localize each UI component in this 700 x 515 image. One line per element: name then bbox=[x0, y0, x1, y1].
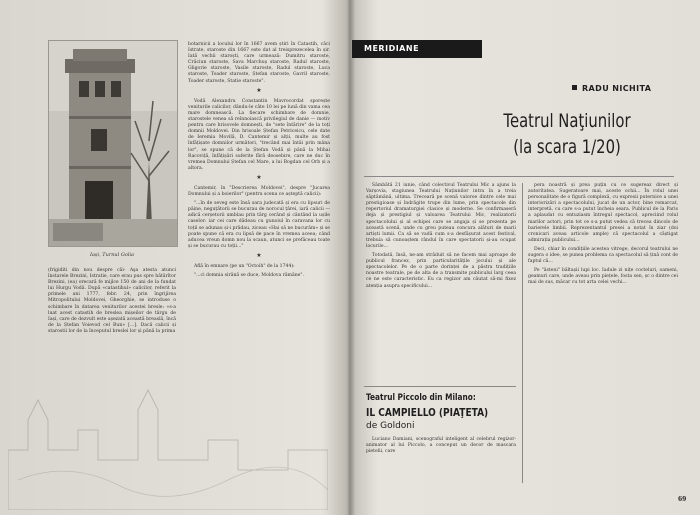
separator-star-icon: ★ bbox=[256, 86, 262, 94]
right-page-column-2 bbox=[528, 183, 678, 290]
paragraph: "...ci domnia sirână se duce, Moldova rămâne". bbox=[194, 273, 304, 279]
right-page-column-1 bbox=[366, 183, 516, 293]
article-title-line2: (la scara 1/20) bbox=[513, 136, 621, 158]
paragraph: "...în de seveg este însă sara judecată și era cu lipsuri de pâine, neguțătorii se bucurau de norocul țărei, iară calicii — adică cerșetorii umblau prin târg cerând și cântând la ușile caselor: iar cei care dădeau cu gunoiul în caravana lor cu toții se adunau și-i prădau, ziceau «Hai să ne bucurăm» și se poate spune că era cu lipsă de pace în vremea aceea; când aducea vreun domn nou la scaun, atunci se prefăceau toate și se bucurau cu toții..." bbox=[188, 201, 330, 249]
author-byline bbox=[572, 84, 651, 93]
left-page-column-left bbox=[48, 268, 176, 338]
author-name: RADU NICHITA bbox=[582, 84, 652, 93]
paragraph: Află în emnare (pe un "Octoih" de la 1744): bbox=[194, 264, 295, 269]
column-divider bbox=[522, 183, 523, 483]
left-page-column-right bbox=[188, 42, 330, 282]
paragraph: Deci, chiar în condițiile acestea vitrege, decorul teatrului ne sugera o idee, se punea problema ca spectacolul să țină cont de faptul că... bbox=[528, 246, 678, 265]
paragraph: Totodată, însă, ne-am străduit să ne facem mai aproape de publicul francez, prin particularitățile jocului și ale spectacolelor. Pe de o parte dorinței de a păstra tradițiile noastre teatrale, pe de alta de a transmite publicului larg ceea ce ne este caracteristic. Eu ca regizor am căutat să-mi fixez atenția asupra specificului... bbox=[366, 253, 516, 289]
subsection-author: de Goldoni bbox=[366, 421, 415, 431]
paragraph: Cantemir, în "Descrierea Moldovei", despre "Jucarea Domnului și a boierilor" (pentru scena ce așteptă calicii): bbox=[188, 185, 330, 198]
page-number: 69 bbox=[678, 496, 687, 503]
title-divider bbox=[364, 176, 674, 177]
subsection-divider bbox=[364, 386, 516, 387]
paragraph: Sâmbătă 21 iunie, când colectivul Teatrului Mic a ajuns la Varșovia, stagiunea Teatrului Națiunilor intra în a treia săptămână, ultima. Treceară pe scenă valoroe dintre cele mai prestigioase și îndrăgite trupe din lume, prin spectacole din repertoriul dramaturgiei clasice și moderne. Se confirmaseră deja și prestigiul și valoarea Teatrului Mic, realizatorii spectacolului și al echipei care se angaja și se prezenta pe această scenă, unde cu greu puteau concura alături de marii artiști lumii. Ca să se vadă cum s-a desfășurat acest festival, trebuia să cunoaștem rândul în care spectatorii și-au ocupat locurile... bbox=[366, 183, 516, 249]
right-page-column-1-lower bbox=[366, 437, 516, 458]
square-bullet-icon bbox=[572, 85, 577, 90]
paragraph: pera noastră și prea puțin cu ce sugereaz direct și autoritatea. Sugeratoare mai, aceste ochii... În rolul unei personalitate de o figură complexă, cu expresii puternice a unei interiorizări a spectacolului, jucat de un actor, bine remarcat, interpretă, cu care s-a putut încheia seara. Publicul de la Paris a aplaudat cu entuziasm întregul spectacol, apreciind rolul marilor actori, prin tot ce s-a putut vedea că trecea dincolo de barierele limbii. Reprezentantul presei a notat în ziar (doi cronicari aveau articole ample) că spectacolul a câștigat admirația publicului... bbox=[528, 183, 678, 243]
separator-star-icon: ★ bbox=[256, 251, 262, 259]
subsection-title: Teatrul Piccolo din Milano: bbox=[366, 393, 476, 403]
separator-star-icon: ★ bbox=[256, 173, 262, 181]
section-label: MERIDIANE bbox=[352, 40, 482, 58]
left-page bbox=[0, 0, 348, 515]
paragraph: Vodă Alexandru Constantin Mavrocordat sporește veniturile calicilor, dându-le câte 10 lei pe lună din vama cea mare domnească. La fiecare schimbare de domnie, starostele venea să reînnoiască privilegiul de danie — motiv pentru care hrisovele domnești, de "sete întărire" de la toți domnii Moldovei. Din hrisoale Ștefan Petriceicu, cele date de Ieremia Movilă, D. Cantemir și alții, multe au fost înfățișate domnilor următori, "trecând mai întâi prin mâna lor", se spune că de la Ștefan Vodă și până la Mihai Racoviță, înfățișări suferite fără deosebire, care ne duc în vremea Domnului Ștefan cel Mare, a lui Bogdan cel Orb și a altora. bbox=[188, 98, 330, 171]
right-page bbox=[352, 0, 700, 515]
article-title-line1: Teatrul Naţiunilor bbox=[503, 110, 631, 132]
subsection-play-title: IL CAMPIELLO (PIAŢETA) bbox=[366, 406, 489, 419]
tower-illustration bbox=[49, 41, 177, 246]
paragraph: botarnicii a locului lor în 1667 avem știri în Catastih, câci Istrate, staroste din 1667 este dat al treisprezecelea în șir. Iată vechii staroști, care urmează: Dumitru staroste, Crăciun staroste, Sava Marchuș staroste, Radul staroste, Gligorie staroste, Vasile staroste, Radul staroste, Luca staroste, Toader staroste, Ștefan staroste, Gavril staroste, Toader staroste, Statie staroste". bbox=[188, 42, 330, 84]
photo-caption: Iași, Turnul Golia bbox=[89, 252, 135, 258]
paragraph: (frigiditi din nou despre căi- Aşa atesta atunci înstarele Brezini, Istratie, care erau pus spre hătărîtor Brezini, (ea) orecară fe mijlce 150 de ani de la fundat lui Hurgu Vodă. După «catastihul» calicilor, referit la primele ani 1777, febr. 24, prin îngrijirea Mitropolitului Moldovei, Gheorghie, se introduse o schimbare în datarea veniturilor acestei bresle: «s-a luat acest catastih de breslea mișeilor de târgu de Iași, care de dezvult este așezată această breaslă, încă de la Ștefan Voievod cel Bun» [...]. Dacă calicii și starostii lor de la începutul breslei lor și până la prima bbox=[48, 268, 176, 334]
city-watermark-illustration bbox=[8, 360, 328, 510]
paragraph: Pe "ăsteni" băltașii lupi loc. Iadule zi nițe cocteluri, oameni, geamuri care, unde aveau prin piețele, fosta sen, șc o dintre cei mai de sus, măcar cu tot arta celei vechi... bbox=[528, 268, 678, 286]
paragraph: Luciano Damiani, scenograful inteligent al celebrul regizor-animator al lui Piccolo, a conceput un decor de mascara pietelii, care bbox=[366, 437, 516, 455]
golia-tower-photo bbox=[48, 40, 178, 247]
